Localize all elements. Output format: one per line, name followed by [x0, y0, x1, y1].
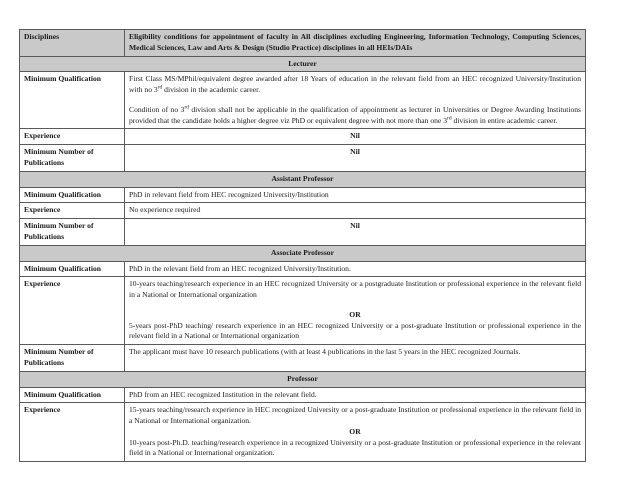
- professor-experience-cell: [125, 403, 586, 462]
- lecturer-qual-p1-text-a: First Class MS/MPhil/equivalent degree awarded after 18 Years of education in the relevant field from an HEC recognized University/Institution with no 3: [129, 74, 581, 95]
- header-eligibility-cell: Eligibility conditions for appointment of faculty in All disciplines excluding Engineering, Information Technology, Computing Sciences, Medical Sciences, Law and Arts & Design (Studio Practice) disciplines in all HEIs/DAIs: [125, 30, 586, 57]
- associate-professor-experience-option-1: 10-years teaching/research experience in an HEC recognized University or a postgraduate Institution or professional experience in the relevant field in a National or International organization: [129, 279, 581, 300]
- ordinal-suffix-icon: rd: [184, 104, 189, 111]
- or-separator: OR: [349, 309, 361, 319]
- row-label-minimum-publications: Minimum Number of Publications: [20, 345, 125, 372]
- table-row: [20, 72, 586, 129]
- section-header-lecturer: [20, 56, 586, 72]
- table-row: [20, 145, 586, 172]
- row-label-experience: Experience: [20, 277, 125, 345]
- associate-professor-experience-cell: [125, 277, 586, 345]
- lecturer-qual-p2-text-b: division shall not be applicable in the qualification of appointment as lecturer in Universities or Degree Awarding Institutions provided that the candidate holds a higher degree viz PhD or equivalent degree with not more than one 3: [129, 104, 581, 125]
- row-label-minimum-publications: Minimum Number of Publications: [20, 145, 125, 172]
- table-row: [20, 187, 586, 203]
- associate-professor-qualification-value: PhD in the relevant field from an HEC recognized University/Institution.: [125, 261, 586, 277]
- row-label-experience: Experience: [20, 203, 125, 219]
- lecturer-qual-p1-text-b: division in the academic career.: [162, 85, 261, 95]
- table-row: [20, 219, 586, 246]
- assistant-professor-experience-value: No experience required: [125, 203, 586, 219]
- section-header-professor: [20, 371, 586, 387]
- row-label-minimum-qualification: Minimum Qualification: [20, 261, 125, 277]
- faculty-eligibility-table: [19, 29, 586, 462]
- assistant-professor-qualification-value: PhD in relevant field from HEC recognized University/Institution: [125, 187, 586, 203]
- row-label-experience: Experience: [20, 129, 125, 145]
- lecturer-qualification-paragraph-2: [129, 105, 581, 127]
- table-row: [20, 403, 586, 462]
- professor-experience-option-1: 15-years teaching/research experience in HEC recognized University or a post-graduate Institution or professional experience in the relevant field in a National or International organization.: [129, 405, 581, 426]
- section-title-associate-professor: Associate Professor: [20, 245, 586, 261]
- table-header-row: [20, 30, 586, 57]
- section-title-assistant-professor: Assistant Professor: [20, 171, 586, 187]
- section-header-associate-professor: [20, 245, 586, 261]
- lecturer-publications-value: Nil: [125, 145, 586, 172]
- row-label-experience: Experience: [20, 403, 125, 462]
- table-row: [20, 387, 586, 403]
- lecturer-qualification-paragraph-1: [129, 74, 581, 96]
- associate-professor-experience-option-2: 5-years post-PhD teaching/ research experience in an HEC recognized University or a post-graduate Institution or professional experience in the relevant field in a National or International organization: [129, 320, 581, 341]
- professor-qualification-value: PhD from an HEC recognized Institution in the relevant field.: [125, 387, 586, 403]
- section-title-professor: Professor: [20, 371, 586, 387]
- document-page: [19, 29, 585, 462]
- professor-experience-option-2: 10-years post-Ph.D. teaching/research experience in a recognized University or a post-graduate Institution or professional experience in the relevant field in a National or International organization.: [129, 437, 581, 458]
- ordinal-suffix-icon: rd: [157, 84, 163, 91]
- row-label-minimum-publications: Minimum Number of Publications: [20, 219, 125, 246]
- table-row: [20, 277, 586, 345]
- lecturer-qual-p2-text-c: division in entire academic career.: [451, 115, 558, 125]
- associate-professor-publications-value: The applicant must have 10 research publications (with at least 4 publications in the last 5 years in the HEC recognized Journals.: [125, 345, 586, 372]
- lecturer-qualification-cell: [125, 72, 586, 129]
- table-row: [20, 203, 586, 219]
- table-row: [20, 129, 586, 145]
- row-label-minimum-qualification: Minimum Qualification: [20, 387, 125, 403]
- row-label-minimum-qualification: Minimum Qualification: [20, 187, 125, 203]
- assistant-professor-publications-value: Nil: [125, 219, 586, 246]
- section-title-lecturer: Lecturer: [20, 56, 586, 72]
- lecturer-qual-p2-text-a: Condition of no 3: [129, 104, 185, 114]
- header-disciplines-cell: Disciplines: [20, 30, 125, 57]
- ordinal-suffix-icon: rd: [447, 115, 452, 122]
- section-header-assistant-professor: [20, 171, 586, 187]
- spacer: [129, 301, 581, 310]
- table-row: [20, 261, 586, 277]
- table-row: [20, 345, 586, 372]
- or-separator: OR: [349, 426, 361, 436]
- row-label-minimum-qualification: Minimum Qualification: [20, 72, 125, 129]
- lecturer-experience-value: Nil: [125, 129, 586, 145]
